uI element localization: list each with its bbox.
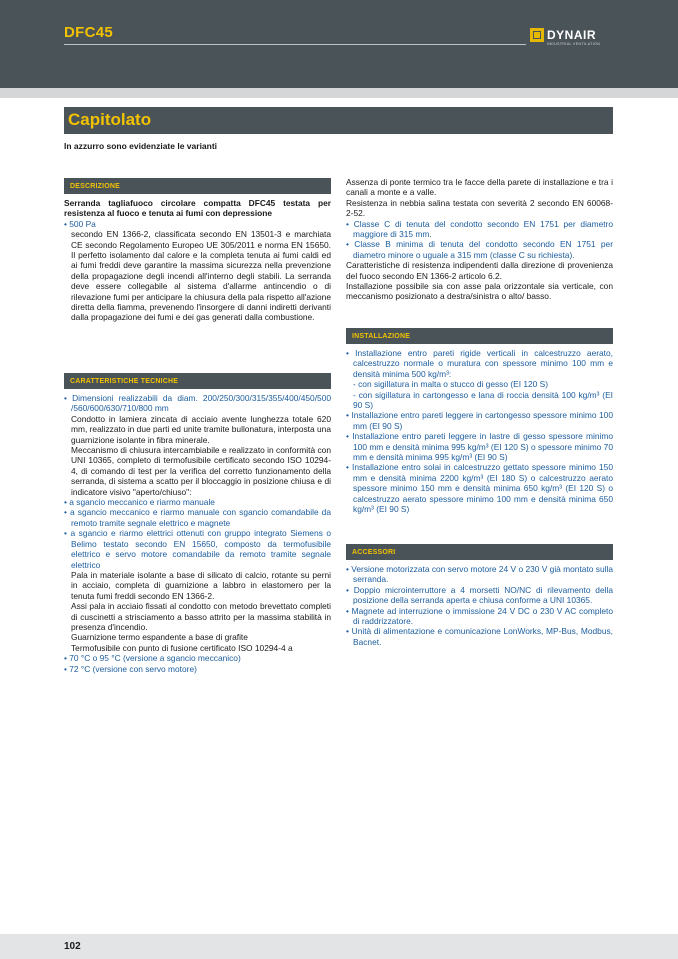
accessori-a4: • Unità di alimentazione e comunicazione LonWorks, MP-Bus, Modbus, Bacnet. <box>346 626 613 647</box>
installazione-i4: • Installazione entro solai in calcestruzzo gettato spessore minimo 150 mm e densità minima 2200 kg/m³ (EI 180 S) o calcestruzzo aerato spessore minimo 150 mm e densità minima 650 kg/m³ (EI 120 S) o calcestruzzo aerato spessore minimo 100 mm e densità minima 650 kg/m³ (EI 90 S) <box>346 462 613 514</box>
variants-note: In azzurro sono evidenziate le varianti <box>64 141 218 151</box>
page-header <box>0 0 678 88</box>
accessori-a2: • Doppio microinterruttore a 4 morsetti NO/NC di rilevamento della posizione della serranda aperta e chiusa conforme a UNI 10365. <box>346 585 613 606</box>
right-p3: Caratteristiche di resistenza indipendenti dalla direzione di provenienza del fuoco secondo EN 1366-2 articolo 6.2. <box>346 260 613 281</box>
caratteristiche-opt1: • a sgancio meccanico e riarmo manuale <box>64 497 331 507</box>
installazione-i2: • Installazione entro pareti leggere in cartongesso spessore minimo 100 mm (EI 90 S) <box>346 410 613 431</box>
descrizione-intro: Serranda tagliafuoco circolare compatta DFC45 testata per resistenza al fuoco e tenuta ai fumi con depressione <box>64 198 331 219</box>
caratteristiche-body5: Guarnizione termo espandente a base di grafite <box>71 632 248 643</box>
installazione-i1b: - con sigillatura in cartongesso e lana di roccia densità 100 kg/m³ (EI 90 S) <box>353 389 613 411</box>
page-title: Capitolato <box>68 110 152 129</box>
descrizione-section <box>64 178 331 323</box>
section-title-bar <box>64 107 613 134</box>
accessori-a1: • Versione motorizzata con servo motore 24 V o 230 V già montato sulla serranda. <box>346 564 613 585</box>
descrizione-variant: • 500 Pa <box>64 219 331 229</box>
installazione-i1: • Installazione entro pareti rigide verticali in calcestruzzo aerato, calcestruzzo normale o muratura con spessore minimo 100 mm e densità minima 500 kg/m³: <box>346 348 613 379</box>
right-cls2: • Classe B minima di tenuta del condotto secondo EN 1751 per diametro minore o uguale a 315 mm (classe C su richiesta). <box>346 239 613 260</box>
header-band <box>0 88 678 98</box>
caratteristiche-body4: Assi pala in acciaio fissati al condotto con metodo brevettato completi di cuscinetti a strisciamento a basso attrito per la massima stabilità in presenza d'incendio. <box>71 601 331 632</box>
installazione-section <box>346 328 613 515</box>
caratteristiche-body2: Meccanismo di chiusura intercambiabile e realizzato in conformità con UNI 10365, completo di termofusibile certificato secondo ISO 10294-4, di comando di test per la verifica del corretto funzionamento della serranda, di sistema a scatto per il bloccaggio in posizione chiusa e di indicatore visivo "aperto/chiuso": <box>71 445 331 497</box>
logo-subtext: INDUSTRIAL VENTILATION <box>547 42 601 46</box>
product-code: DFC45 <box>64 24 114 41</box>
accessori-heading: ACCESSORI <box>346 544 613 560</box>
caratteristiche-body3: Pala in materiale isolante a base di silicato di calcio, rotante su perni in acciaio, completa di guarnizione a labbro in elastomero per la tenuta fumi freddi secondo EN 1366-2. <box>71 569 331 601</box>
right-cls1: • Classe C di tenuta del condotto secondo EN 1751 per diametro maggiore di 315 mm. <box>346 219 613 240</box>
right-p4: Installazione possibile sia con asse pala orizzontale sia verticale, con meccanismo posizionato a destra/sinistra o alto/ basso. <box>346 281 613 302</box>
accessori-section <box>346 544 613 647</box>
dynair-logo <box>530 27 601 46</box>
right-p1: Assenza di ponte termico tra le facce della parete di installazione e tra i canali a monte e a valle. <box>346 177 613 198</box>
descrizione-heading: DESCRIZIONE <box>64 178 331 194</box>
caratteristiche-opt2: • a sgancio meccanico e riarmo manuale con sgancio comandabile da remoto tramite segnale elettrico e magnete <box>64 507 331 528</box>
accessori-a3: • Magnete ad interruzione o immissione 24 V DC o 230 V AC completo di raddrizzatore. <box>346 606 613 627</box>
installazione-i1a: - con sigillatura in malta o stucco di gesso (EI 120 S) <box>353 379 549 390</box>
caratteristiche-temp1: • 70 °C o 95 °C (versione a sgancio meccanico) <box>64 653 331 663</box>
caratteristiche-heading: CARATTERISTICHE TECNICHE <box>64 373 331 389</box>
right-top-section <box>346 177 613 302</box>
page-number: 102 <box>64 941 81 952</box>
dynair-logo-mark-icon <box>530 28 544 42</box>
page-footer <box>0 934 678 959</box>
right-p2: Resistenza in nebbia salina testata con severità 2 secondo EN 60068-2-52. <box>346 197 613 219</box>
caratteristiche-body1: Condotto in lamiera zincata di acciaio avente lunghezza totale 620 mm, realizzato in due parti ed unite tramite bullonatura, interposta una guarnizione isolante in fibra minerale. <box>71 413 331 445</box>
descrizione-body: secondo EN 1366-2, classificata secondo EN 13501-3 e marchiata CE secondo Regolamento Europeo UE 305/2011 e norma EN 15650. Il perfetto isolamento dal calore e la completa tenuta ai fumi caldi ed ai fumi freddi deve garantire la massima sicurezza nella prevenzione della propagazione degli incendi all'interno degli stabili. La serranda deve essere collegabile al sistema d'allarme antincendio o di rilevazione fumi per anticipare la chiusura della pala rispetto all'azione diretta della fiamma, prevenendo l'insorgere di danni indiretti derivanti dalla propagazione dei fumi e dei gas generati dalla combustione. <box>71 229 331 323</box>
installazione-heading: INSTALLAZIONE <box>346 328 613 344</box>
header-rule <box>64 44 526 45</box>
caratteristiche-diam: • Dimensioni realizzabili da diam. 200/250/300/315/355/400/450/500 /560/600/630/710/800 mm <box>64 393 331 414</box>
installazione-i3: • Installazione entro pareti leggere in lastre di gesso spessore minimo 100 mm e densità minima 995 kg/m³ (EI 120 S) o spessore minimo 70 mm e densità minima 995 kg/m³ (EI 90 S) <box>346 431 613 462</box>
caratteristiche-temp2: • 72 °C (versione con servo motore) <box>64 664 331 674</box>
caratteristiche-section <box>64 373 331 674</box>
logo-text: DYNAIR <box>547 28 597 42</box>
caratteristiche-opt3: • a sgancio e riarmo elettrici ottenuti con gruppo integrato Siemens o Belimo testato secondo EN 15650, composto da termofusibile elettrico e servo motore comandabile da remoto tramite segnale elettrico <box>64 528 331 570</box>
caratteristiche-body6: Termofusibile con punto di fusione certificato ISO 10294-4 a <box>71 642 293 653</box>
